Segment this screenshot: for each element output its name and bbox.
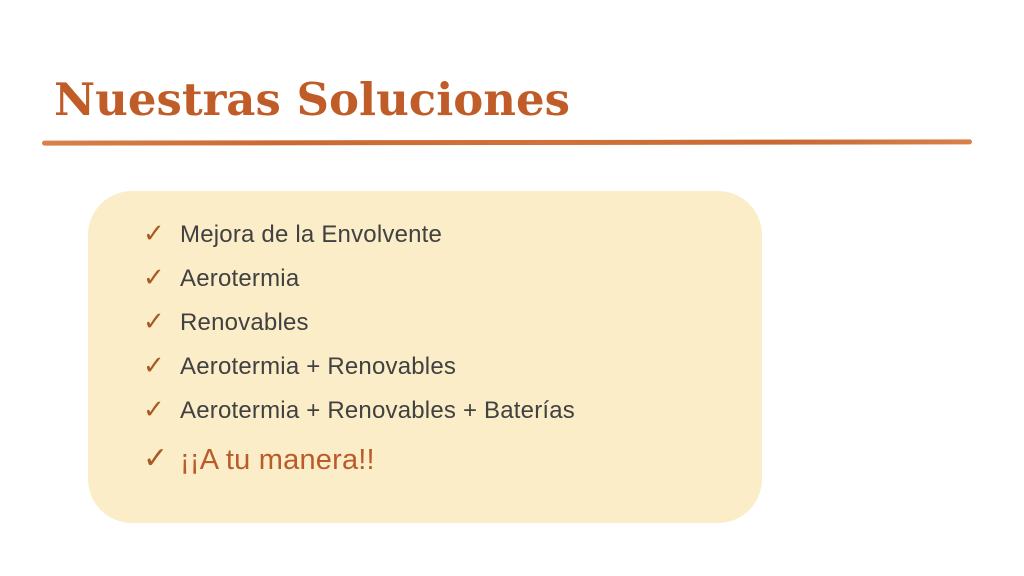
page-title: Nuestras Soluciones xyxy=(54,73,570,126)
list-item xyxy=(143,345,762,389)
checkmark-icon: ✓ xyxy=(143,395,165,425)
checkmark-icon: ✓ xyxy=(143,219,165,249)
checkmark-icon: ✓ xyxy=(143,307,165,337)
list-item-label: ¡¡A tu manera!! xyxy=(180,443,375,476)
list-item-label: Renovables xyxy=(180,309,309,336)
list-item xyxy=(143,213,762,257)
title-underline xyxy=(42,139,972,145)
list-item-label: Aerotermia + Renovables xyxy=(180,353,457,380)
list-item-label: Mejora de la Envolvente xyxy=(180,221,443,248)
checkmark-icon: ✓ xyxy=(143,351,165,381)
list-item xyxy=(143,257,762,301)
list-item xyxy=(143,433,762,487)
checkmark-icon: ✓ xyxy=(143,263,165,293)
list-item-label: Aerotermia + Renovables + Baterías xyxy=(180,397,576,424)
list-item xyxy=(143,301,762,345)
list-item xyxy=(143,389,762,433)
list-item-label: Aerotermia xyxy=(180,265,300,292)
solutions-panel xyxy=(88,191,762,523)
checkmark-icon: ✓ xyxy=(143,441,169,476)
